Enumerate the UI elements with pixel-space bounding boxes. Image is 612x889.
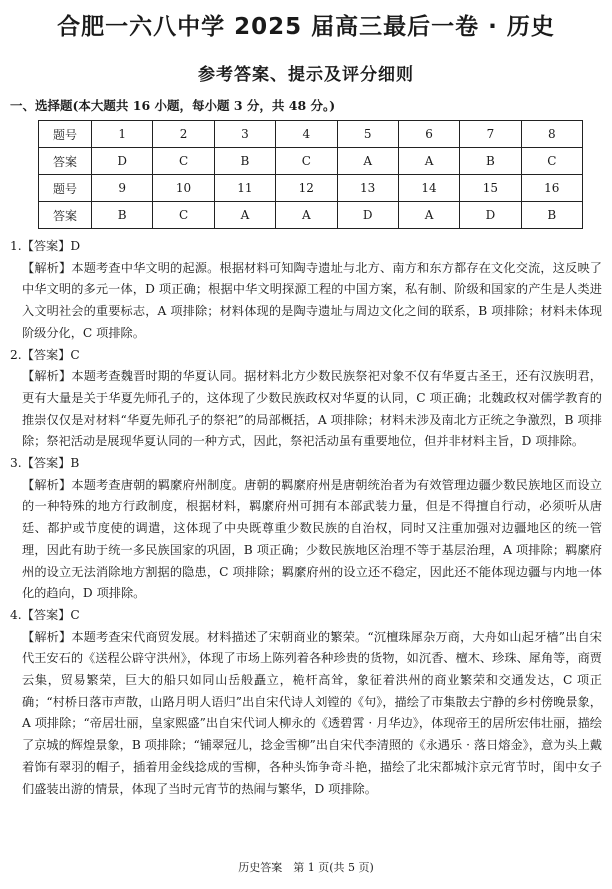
table-cell: 8 <box>521 121 582 148</box>
page-subtitle: 参考答案、提示及评分细则 <box>198 65 414 85</box>
table-cell: A <box>337 148 398 175</box>
table-cell: C <box>153 202 214 229</box>
table-cell: A <box>214 202 275 229</box>
table-cell: 1 <box>92 121 153 148</box>
table-cell: 6 <box>398 121 459 148</box>
table-cell: C <box>276 148 337 175</box>
row-label: 答案 <box>39 148 92 175</box>
table-row <box>39 202 583 229</box>
table-cell: 13 <box>337 175 398 202</box>
page-title: 合肥一六八中学 2025 届高三最后一卷 · 历史 <box>57 14 555 40</box>
row-label: 答案 <box>39 202 92 229</box>
answer-table <box>38 120 583 229</box>
answer-explanations <box>10 236 602 800</box>
table-cell: C <box>521 148 582 175</box>
answer-line-3: 3.【答案】B <box>10 456 80 471</box>
table-cell: B <box>92 202 153 229</box>
section-heading: 一、选择题(本大题共 16 小题，每小题 3 分，共 48 分。) <box>10 98 336 113</box>
row-label: 题号 <box>39 121 92 148</box>
table-cell: D <box>92 148 153 175</box>
table-row <box>39 175 583 202</box>
table-cell: 10 <box>153 175 214 202</box>
table-cell: 11 <box>214 175 275 202</box>
table-row <box>39 121 583 148</box>
explanation-1: 【解析】本题考查中华文明的起源。根据材料可知陶寺遗址与北方、南方和东方都存在文化交流，这反映了中华文明的多元一体，D 项正确；根据中华文明探源工程的中国方案，私有制、阶级和国家的产生是人类进入文明社会的重要标志，A 项排除；材料体现的是陶寺遗址与周边文化之间的联系，B 项排除；材料未体现阶级分化，C 项排除。 <box>22 260 602 340</box>
answer-line-2: 2.【答案】C <box>10 347 80 362</box>
row-label: 题号 <box>39 175 92 202</box>
table-cell: B <box>214 148 275 175</box>
table-cell: 5 <box>337 121 398 148</box>
table-cell: A <box>276 202 337 229</box>
table-cell: B <box>521 202 582 229</box>
table-cell: 3 <box>214 121 275 148</box>
answer-line-4: 4.【答案】C <box>10 607 80 622</box>
table-cell: D <box>337 202 398 229</box>
table-cell: 12 <box>276 175 337 202</box>
table-cell: 2 <box>153 121 214 148</box>
table-cell: 14 <box>398 175 459 202</box>
table-cell: 16 <box>521 175 582 202</box>
table-cell: C <box>153 148 214 175</box>
table-row <box>39 148 583 175</box>
explanation-2: 【解析】本题考查魏晋时期的华夏认同。据材料北方少数民族祭祀对象不仅有华夏古圣王，还有汉族明君，更有大量是关于华夏先师孔子的，这体现了少数民族政权对华夏的认同，C 项正确；北魏政权对儒学教育的推崇仅仅是对材料“华夏先师孔子的祭祀”的局部概括，A 项排除；材料未涉及南北方正统之争激烈，B 项排除；祭祀活动是展现华夏认同的一种方式，因此，祭祀活动虽有重要地位，但并非材料主旨，D 项排除。 <box>22 369 602 449</box>
table-cell: B <box>460 148 521 175</box>
answer-line-1: 1.【答案】D <box>10 239 81 253</box>
table-cell: 15 <box>460 175 521 202</box>
table-cell: A <box>398 148 459 175</box>
page-footer: 历史答案 第 1 页(共 5 页) <box>238 861 374 874</box>
table-cell: 7 <box>460 121 521 148</box>
explanation-4: 【解析】本题考查宋代商贸发展。材料描述了宋朝商业的繁荣。“沉檀珠犀杂万商，大舟如山起牙樯”出自宋代王安石的《送程公辟守洪州》，体现了市场上陈列着各种珍贵的货物，如沉香、檀木、珍珠、犀角等，商贾云集，贸易繁荣，巨大的船只如同山岳般矗立，桅杆高耸，象征着洪州的商业繁荣和交通发达，C 项正确；“村桥日落市声散，山路月明人语归”出自宋代诗人刘镗的《句》，描绘了市集散去宁静的乡村傍晚景象，A 项排除；“帝居壮丽，皇家熙盛”出自宋代词人柳永的《透碧霄 · 月华边》，体现帝王的居所宏伟壮丽，描绘了京城的辉煌景象，B 项排除；“铺翠冠儿，捻金雪柳”出自宋代李清照的《永遇乐 · 落日熔金》，意为头上戴着饰有翠羽的帽子，插着用金线捻成的雪柳，各种头饰争奇斗艳，描绘了北宋都城汴京元宵节时，闺中女子们盛装出游的情景，体现了当时元宵节的热闹与繁华，D 项排除。 <box>22 629 602 796</box>
table-cell: 9 <box>92 175 153 202</box>
table-cell: A <box>398 202 459 229</box>
table-cell: D <box>460 202 521 229</box>
table-cell: 4 <box>276 121 337 148</box>
explanation-3: 【解析】本题考查唐朝的羁縻府州制度。唐朝的羁縻府州是唐朝统治者为有效管理边疆少数民族地区而设立的一种特殊的地方行政制度，根据材料，羁縻府州可拥有本部武装力量，但是不得擅自行动，必须听从唐廷、都护或节度使的调遣，这体现了中央既尊重少数民族的自治权，同时又注重加强对边疆地区的统一管理，因此有助于统一多民族国家的巩固，B 项正确；少数民族地区治理不等于基层治理，A 项排除；羁縻府州的设立无法消除地方割据的隐患，C 项排除；羁縻府州的设立还不稳定，因此还不能体现边疆与内地一体化的趋向，D 项排除。 <box>22 477 602 601</box>
